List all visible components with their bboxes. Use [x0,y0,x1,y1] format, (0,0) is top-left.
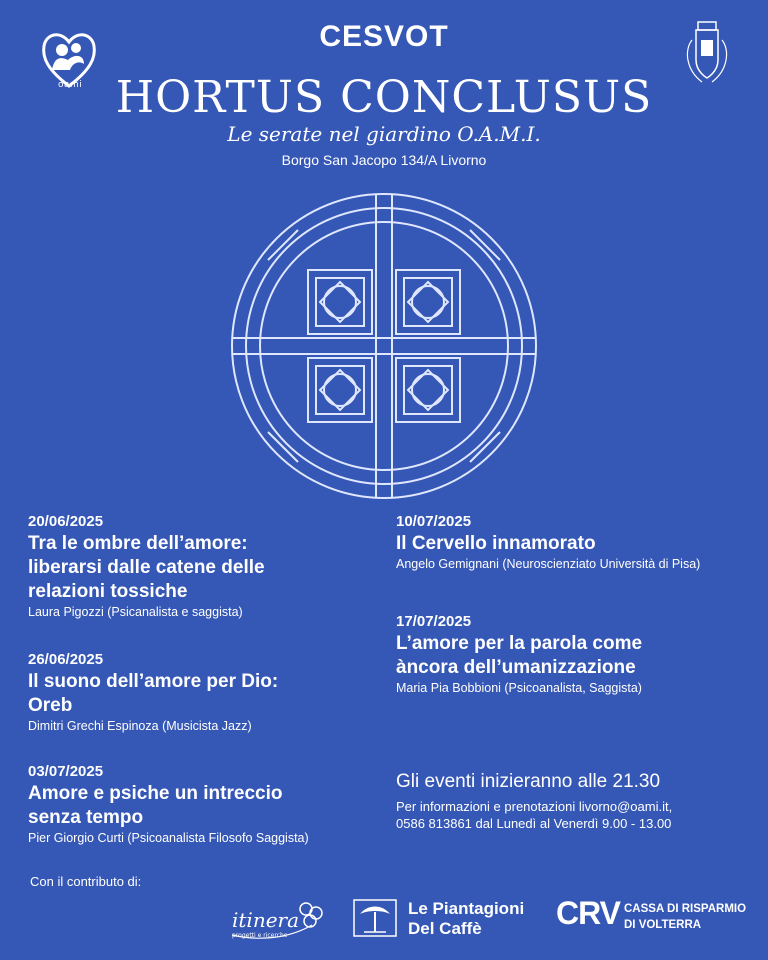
event-title [396,632,761,680]
event-title-line: Amore e psiche un intreccio [28,783,283,804]
event-title [28,532,368,604]
event-1 [28,513,368,619]
info-line-1: Per informazioni e prenotazioni livorno@oami.it, [396,799,673,814]
event-title [28,782,373,830]
event-speaker: Pier Giorgio Curti (Psicoanalista Filosofo Saggista) [28,831,309,845]
contrib-label: Con il contributo di: [30,874,142,889]
event-date: 20/06/2025 [28,513,104,530]
event-3 [28,763,373,845]
info-line-2: 0586 813861 dal Lunedì al Venerdì 9.00 - 13.00 [396,816,672,831]
event-title [396,532,761,556]
address: Borgo San Jacopo 134/A Livorno [281,152,487,168]
event-title-line: L’amore per la parola come [396,633,643,654]
piantagioni-tree-icon [350,898,400,938]
event-title-line: relazioni tossiche [28,581,188,602]
itinera-subtitle: progetti e ricerche [232,932,288,939]
event-title-line: Oreb [28,695,73,716]
event-title-line: Il suono dell’amore per Dio: [28,671,279,692]
piantagioni-line-2: Del Caffè [408,919,482,938]
start-time: Gli eventi inizieranno alle 21.30 [396,771,661,792]
garden-plan-icon [228,190,540,502]
event-date: 10/07/2025 [396,513,472,530]
event-speaker: Laura Pigozzi (Psicanalista e saggista) [28,605,243,619]
event-speaker: Maria Pia Bobbioni (Psicoanalista, Saggista) [396,681,642,695]
oami-logo-text: oami [58,80,83,90]
event-title-line: Il Cervello innamorato [396,533,596,554]
event-2 [28,651,368,733]
itinera-logo: itinera [232,908,300,932]
event-date: 26/06/2025 [28,651,104,668]
page-title: HORTUS CONCLUSUS [115,72,653,123]
crv-line-2: DI VOLTERRA [624,919,702,931]
event-date: 03/07/2025 [28,763,104,780]
event-date: 17/07/2025 [396,613,472,630]
event-title-line: senza tempo [28,807,144,828]
event-title-line: Tra le ombre dell’amore: [28,533,248,554]
crv-line-1: CASSA DI RISPARMIO [624,903,747,915]
event-speaker: Dimitri Grechi Espinoza (Musicista Jazz) [28,719,252,733]
event-speaker: Angelo Gemignani (Neuroscienziato Università di Pisa) [396,557,701,571]
cesvot-logo: CESVOT [319,20,449,53]
event-title [28,670,368,718]
page-subtitle: Le serate nel giardino O.A.M.I. [227,122,541,146]
event-4 [396,513,761,571]
event-5 [396,613,761,695]
event-title-line: liberarsi dalle catene delle [28,557,265,578]
piantagioni-line-1: Le Piantagioni [408,899,525,918]
crv-logo: CRV [556,895,620,931]
event-title-line: àncora dell’umanizzazione [396,657,636,678]
